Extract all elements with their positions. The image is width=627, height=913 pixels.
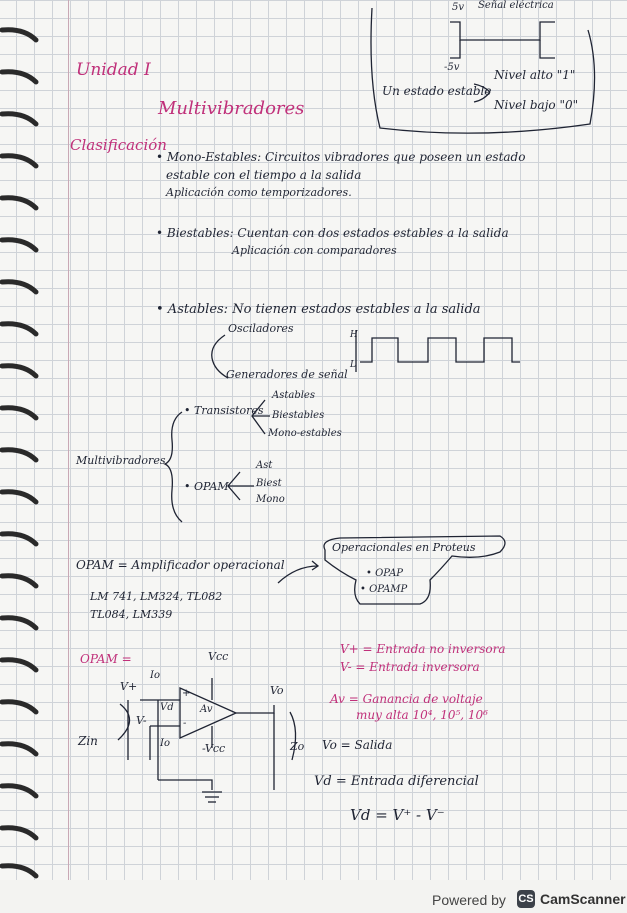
square-wave-bottom (450, 40, 555, 58)
io-bottom-label: Io (160, 738, 170, 749)
zo-label: Zo (290, 740, 305, 753)
plus-sign: + (182, 688, 191, 699)
powered-by-text: Powered by (432, 892, 506, 908)
def-av-1: Av = Ganancia de voltaje (330, 692, 483, 706)
astable-line1: • Astables: No tienen estados estables a la salida (156, 302, 481, 317)
io-top-label: Io (150, 670, 160, 681)
zin-label: Zin (78, 734, 98, 748)
camscanner-brand: CamScanner (540, 891, 626, 907)
circuit-label: OPAM = (80, 652, 132, 666)
bistable-line1: • Biestables: Cuentan con dos estados estables a la salida (156, 226, 509, 240)
vcc-label: Vcc (208, 650, 229, 663)
proteus-item-1: • OPAP (366, 568, 404, 579)
square-waveform (360, 338, 520, 362)
vo-label: Vo (270, 684, 284, 697)
opam-def-line3: TL084, LM339 (90, 608, 173, 621)
tree-t-item-3: Mono-estables (268, 428, 342, 439)
proteus-title: Operacionales en Proteus (332, 541, 476, 554)
tree-opam: • OPAM (184, 480, 229, 493)
vminus-label: V- (136, 714, 147, 727)
vplus-label: V+ (120, 680, 138, 693)
minus-sign: - (183, 718, 187, 729)
def-vplus: V+ = Entrada no inversora (340, 642, 506, 656)
astable-generators: Generadores de señal (226, 368, 348, 381)
header-top-voltage: 5v (452, 2, 465, 13)
classification-heading: Clasificación (70, 136, 167, 154)
av-label: Av (200, 704, 213, 715)
opam-def-line2: LM 741, LM324, TL082 (90, 590, 223, 603)
header-stable-state: Un estado estable (382, 84, 492, 98)
camscanner-logo: CS (517, 890, 535, 908)
wave-h-label: H (350, 330, 358, 340)
monostable-line3: Aplicación como temporizadores. (166, 186, 352, 199)
wave-l-label: L (350, 360, 356, 370)
monostable-line2: estable con el tiempo a la salida (166, 168, 362, 182)
tree-o-item-1: Ast (256, 460, 273, 471)
unit-title: Unidad I (76, 60, 151, 80)
astable-oscillators: Osciladores (228, 322, 294, 335)
header-bottom-voltage: -5v (444, 62, 460, 73)
neg-vcc-label: -Vcc (202, 742, 226, 755)
header-level-high: Nivel alto "1" (494, 68, 576, 82)
opam-def-line1: OPAM = Amplificador operacional (76, 558, 285, 572)
tree-o-item-3: Mono (256, 494, 285, 505)
tree-t-item-2: Biestables (272, 410, 325, 421)
output-wire (236, 705, 274, 713)
proteus-item-2: • OPAMP (360, 584, 408, 595)
monostable-line1: • Mono-Estables: Circuitos vibradores que poseen un estado (156, 150, 526, 164)
def-av-2: muy alta 10⁴, 10⁵, 10⁶ (356, 708, 488, 722)
tree-main-brace (165, 412, 182, 522)
tree-root: Multivibradores (76, 454, 166, 467)
header-level-low: Nivel bajo "0" (494, 98, 579, 112)
vd-label: Vd (160, 702, 174, 713)
def-vo: Vo = Salida (322, 738, 393, 752)
tree-transistores: • Transistores (184, 404, 264, 417)
def-vminus: V- = Entrada inversora (340, 660, 480, 674)
header-signal-label: Señal eléctrica (478, 0, 554, 11)
tree-t-item-1: Astables (272, 390, 315, 401)
def-vd: Vd = Entrada diferencial (314, 774, 479, 789)
tree-o-item-2: Biest (256, 478, 282, 489)
def-vd-formula: Vd = V⁺ - V⁻ (350, 806, 445, 824)
topic-title: Multivibradores (158, 98, 305, 119)
square-wave-top (450, 22, 555, 40)
bistable-line2: Aplicación con comparadores (232, 244, 397, 257)
